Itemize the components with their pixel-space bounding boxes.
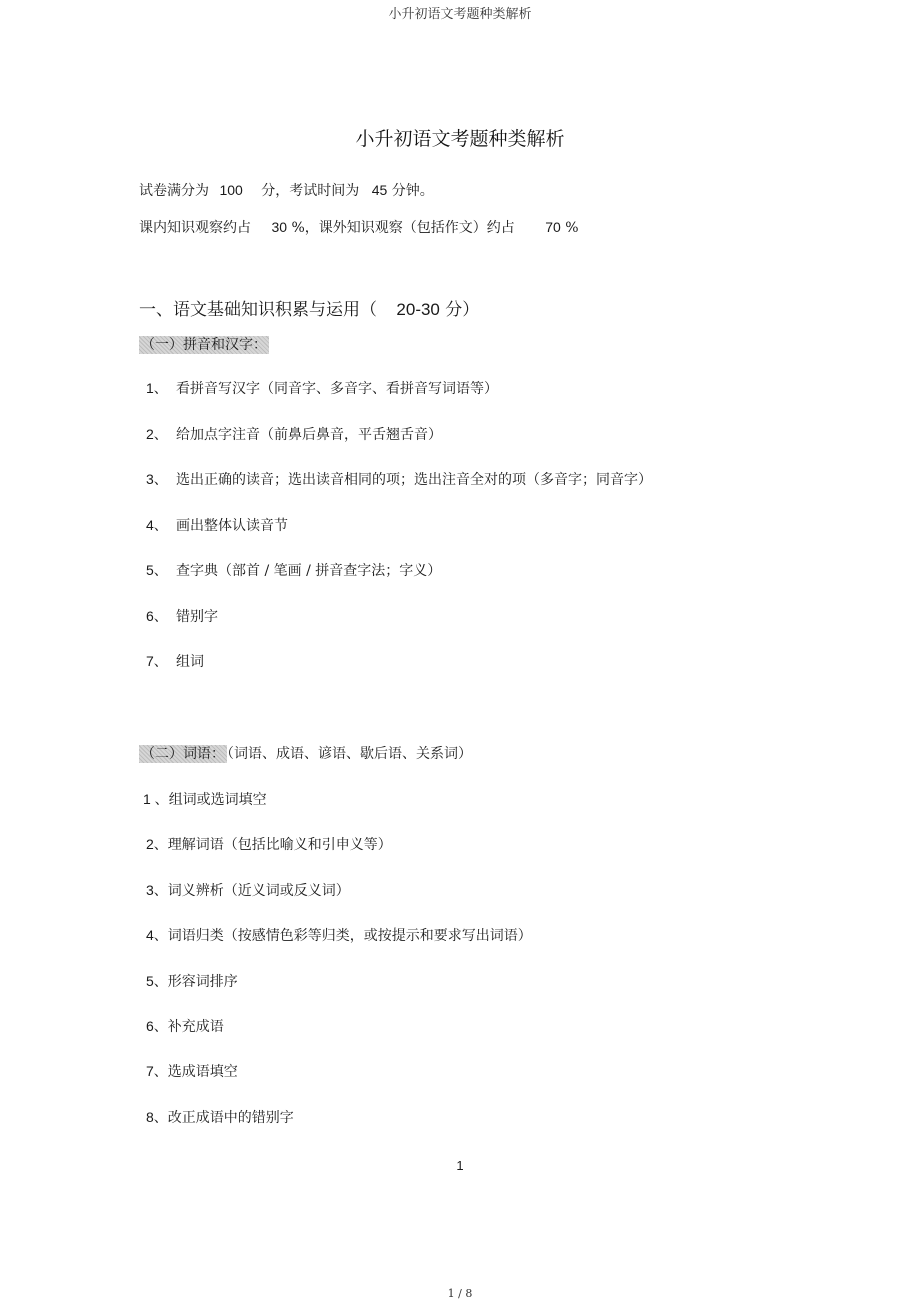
part1-heading-label: （一）拼音和汉字： [141,337,267,353]
list-item [146,424,442,444]
item-text: 选出正确的读音；选出读音相同的项；选出注音全对的项（多音字；同音字） [176,472,652,488]
list-item [146,971,238,991]
part2-heading [139,743,472,763]
time-suffix: 分钟。 [391,183,434,199]
in-prefix: 课内知识观察约占 [139,220,251,236]
in-value: 30 [271,219,288,235]
part1-heading [139,334,269,354]
list-item [146,378,498,398]
list-item [146,469,652,489]
list-item [146,1061,238,1081]
item-text: 错别字 [176,609,218,625]
page-footer: 1 / 8 [447,1287,473,1300]
item-number: 6、 [146,1018,168,1034]
list-item [146,1107,294,1127]
intro-ratio-line [139,217,579,237]
item-number: 7、 [146,653,168,669]
item-number: 5、 [146,973,168,989]
item-text: 词语归类（按感情色彩等归类，或按提示和要求写出词语） [167,928,532,944]
list-item [146,925,532,945]
item-text: 组词或选词填空 [168,792,267,808]
score-value: 100 [219,182,243,198]
intro-score-line [139,180,434,200]
section-points: 20-30 [396,300,440,319]
item-text: 补充成语 [167,1019,224,1035]
item-number: 2、 [146,426,168,442]
item-text: 形容词排序 [167,974,238,990]
part2-heading-note: （词语、成语、谚语、歇后语、关系词） [227,746,472,762]
item-number: 3、 [146,471,168,487]
item-text: 改正成语中的错别字 [167,1110,294,1126]
list-item [146,515,288,535]
section-heading [139,295,479,320]
item-text: 词义辨析（近义词或反义词） [167,883,350,899]
item-number: 1 、 [143,791,169,807]
list-item [146,560,441,580]
score-mid: 分，考试时间为 [261,183,360,199]
item-text: 选成语填空 [167,1064,238,1080]
list-item [146,606,218,626]
time-value: 45 [371,182,388,198]
item-text: 给加点字注音（前鼻后鼻音，平舌翘舌音） [176,427,442,443]
section-title-prefix: 一、语文基础知识积累与运用（ [139,300,377,320]
item-number: 5、 [146,562,168,578]
item-number: 4、 [146,927,168,943]
item-text: 画出整体认读音节 [176,518,288,534]
page-title: 小升初语文考题种类解析 [355,128,565,150]
page-number: 1 [456,1158,464,1173]
item-text: 组词 [176,654,204,670]
in-mid: %，课外知识观察（包括作文）约占 [291,220,515,236]
list-item [146,651,204,671]
item-number: 6、 [146,608,168,624]
item-text: 查字典（部首 / 笔画 / 拼音查字法；字义） [176,563,442,579]
item-text: 理解词语（包括比喻义和引申义等） [167,837,392,853]
item-number: 4、 [146,517,168,533]
list-item [146,880,350,900]
document-header: 小升初语文考题种类解析 [388,7,532,22]
list-item [146,834,392,854]
item-number: 7、 [146,1063,168,1079]
item-text: 看拼音写汉字（同音字、多音字、看拼音写词语等） [176,381,498,397]
list-item [146,1016,224,1036]
item-number: 8、 [146,1109,168,1125]
part2-heading-label: （二）词语： [141,746,225,762]
section-title-suffix: 分） [445,300,480,320]
out-suffix: % [565,220,579,236]
out-value: 70 [545,219,561,235]
score-prefix: 试卷满分为 [139,183,209,199]
item-number: 2、 [146,836,168,852]
list-item [143,789,267,809]
item-number: 1、 [146,380,168,396]
item-number: 3、 [146,882,168,898]
